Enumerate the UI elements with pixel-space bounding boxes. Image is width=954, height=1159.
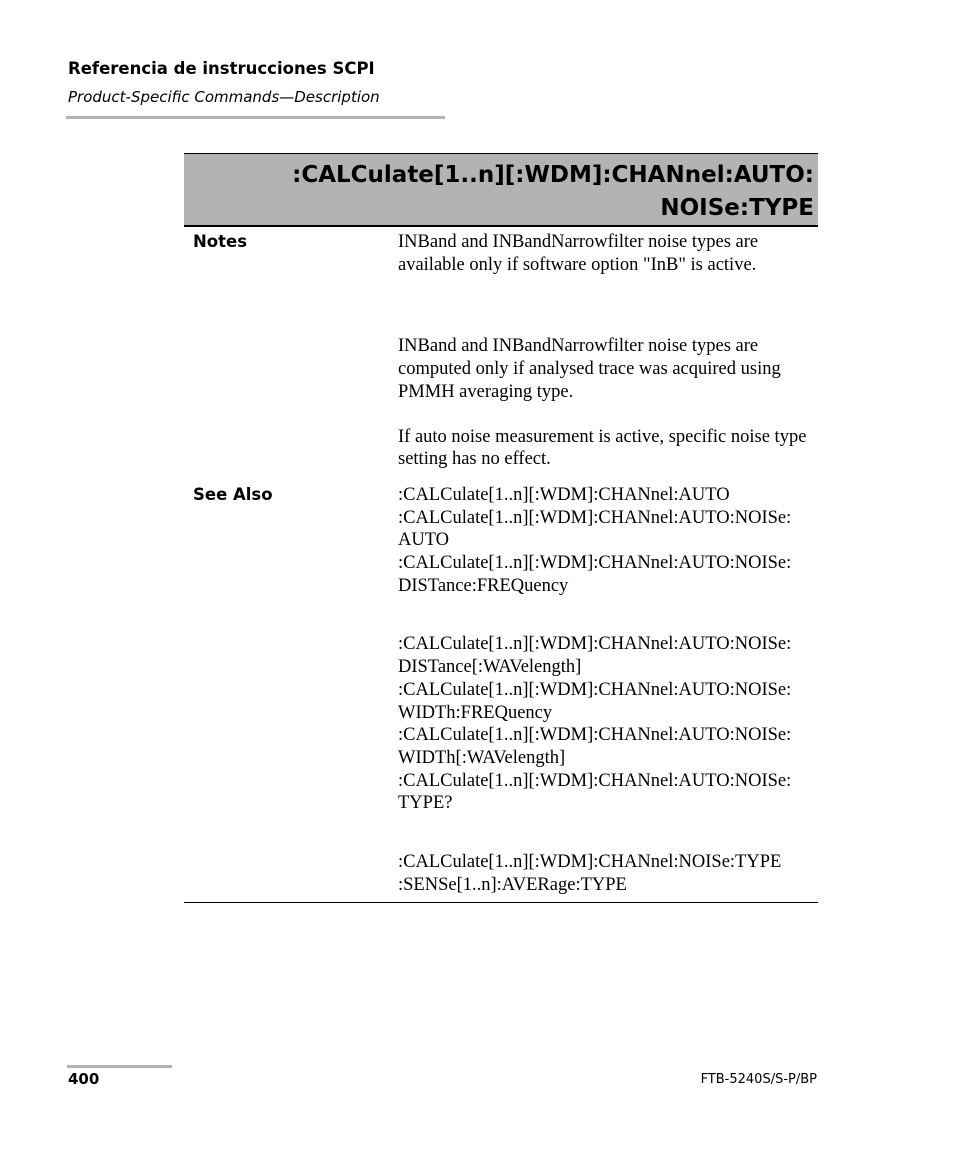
command-table — [184, 153, 818, 903]
see-also-command: WIDTh[:WAVelength] — [398, 747, 566, 768]
notes-paragraph: INBand and INBandNarrowfilter noise types are available only if software option "InB" is active. — [398, 232, 759, 275]
command-title-line-2: NOISe:TYPE — [660, 195, 814, 221]
see-also-command: :CALCulate[1..n][:WDM]:CHANnel:NOISe:TYPE — [398, 852, 782, 873]
section-subtitle: Product-Specific Commands—Description — [68, 88, 380, 106]
see-also-command: :CALCulate[1..n][:WDM]:CHANnel:AUTO:NOISe: — [398, 770, 792, 791]
see-also-command: :CALCulate[1..n][:WDM]:CHANnel:AUTO:NOISe: — [398, 553, 792, 574]
see-also-command: :SENSe[1..n]:AVERage:TYPE — [398, 874, 627, 895]
see-also-command: AUTO — [398, 530, 450, 551]
see-also-command: :CALCulate[1..n][:WDM]:CHANnel:AUTO:NOISe: — [398, 507, 792, 528]
see-also-command: :CALCulate[1..n][:WDM]:CHANnel:AUTO:NOISe: — [398, 725, 792, 746]
see-also-command: DISTance:FREQuency — [398, 575, 569, 596]
see-also-command: :CALCulate[1..n][:WDM]:CHANnel:AUTO — [398, 484, 730, 505]
product-code: FTB-5240S/S-P/BP — [700, 1072, 817, 1087]
see-also-content — [398, 484, 818, 897]
see-also-row — [184, 484, 818, 904]
section-title: Referencia de instrucciones SCPI — [68, 59, 375, 78]
notes-content — [398, 231, 818, 471]
running-head — [68, 58, 444, 107]
header-divider — [66, 116, 445, 119]
notes-paragraph: If auto noise measurement is active, specific noise type setting has no effect. — [398, 426, 807, 470]
see-also-command: WIDTh:FREQuency — [398, 702, 553, 723]
see-also-label: See Also — [193, 484, 273, 504]
command-title — [184, 153, 818, 227]
page-number: 400 — [68, 1070, 100, 1088]
command-title-line-1: :CALCulate[1..n][:WDM]:CHANnel:AUTO: — [292, 162, 814, 188]
footer-divider — [67, 1065, 172, 1068]
see-also-command: :CALCulate[1..n][:WDM]:CHANnel:AUTO:NOISe: — [398, 634, 792, 655]
notes-label: Notes — [193, 232, 248, 251]
see-also-command: TYPE? — [398, 793, 453, 814]
notes-paragraph: INBand and INBandNarrowfilter noise types are computed only if analysed trace was acquired using PMMH averaging type. — [398, 336, 781, 402]
notes-row — [184, 231, 818, 471]
see-also-command: DISTance[:WAVelength] — [398, 657, 582, 678]
see-also-command: :CALCulate[1..n][:WDM]:CHANnel:AUTO:NOISe: — [398, 679, 792, 700]
